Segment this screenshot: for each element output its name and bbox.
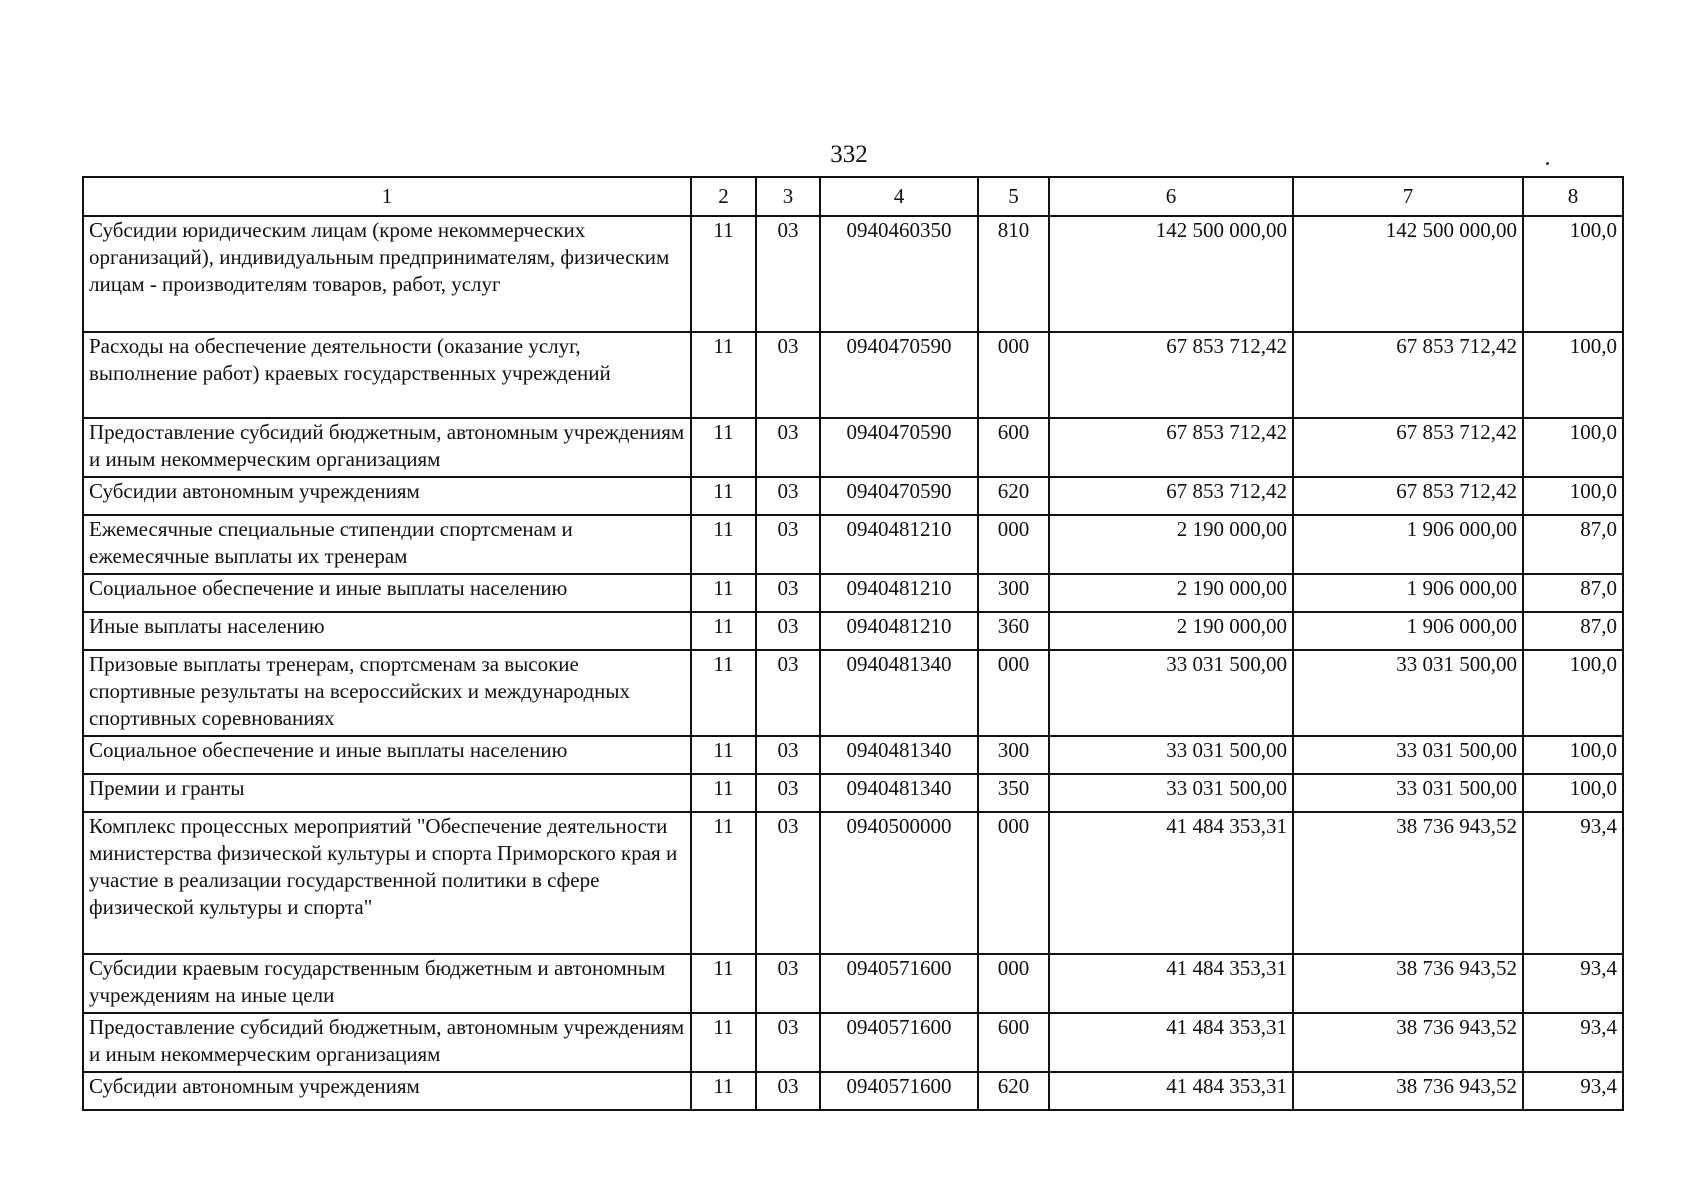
row-percent: 100,0 bbox=[1523, 332, 1623, 418]
row-expense-type: 000 bbox=[978, 812, 1049, 954]
row-section: 11 bbox=[691, 477, 756, 515]
row-subsection: 03 bbox=[756, 612, 820, 650]
row-planned: 2 190 000,00 bbox=[1049, 515, 1293, 574]
row-percent: 93,4 bbox=[1523, 812, 1623, 954]
row-expense-type: 360 bbox=[978, 612, 1049, 650]
row-expense-type: 810 bbox=[978, 216, 1049, 332]
row-executed: 33 031 500,00 bbox=[1293, 650, 1523, 736]
row-executed: 38 736 943,52 bbox=[1293, 1072, 1523, 1110]
row-section: 11 bbox=[691, 1013, 756, 1072]
row-subsection: 03 bbox=[756, 477, 820, 515]
row-target-code: 0940500000 bbox=[820, 812, 978, 954]
row-expense-type: 000 bbox=[978, 650, 1049, 736]
row-name: Комплекс процессных мероприятий "Обеспечение деятельности министерства физической культуры и спорта Приморского края и участие в реализации государственной политики в сфере физической культуры и спорта" bbox=[83, 812, 691, 954]
row-executed: 1 906 000,00 bbox=[1293, 515, 1523, 574]
row-subsection: 03 bbox=[756, 736, 820, 774]
row-subsection: 03 bbox=[756, 1013, 820, 1072]
scan-speck bbox=[1546, 162, 1549, 165]
row-planned: 33 031 500,00 bbox=[1049, 650, 1293, 736]
row-percent: 100,0 bbox=[1523, 650, 1623, 736]
row-subsection: 03 bbox=[756, 774, 820, 812]
table-row bbox=[83, 1072, 1623, 1110]
table-row bbox=[83, 954, 1623, 1013]
row-expense-type: 600 bbox=[978, 418, 1049, 477]
row-planned: 2 190 000,00 bbox=[1049, 574, 1293, 612]
row-expense-type: 600 bbox=[978, 1013, 1049, 1072]
row-executed: 1 906 000,00 bbox=[1293, 574, 1523, 612]
page-number-text: 332 bbox=[830, 141, 868, 168]
row-planned: 67 853 712,42 bbox=[1049, 477, 1293, 515]
row-expense-type: 300 bbox=[978, 736, 1049, 774]
table-row bbox=[83, 736, 1623, 774]
header-col-5: 5 bbox=[978, 177, 1049, 216]
table-body bbox=[83, 216, 1623, 1110]
row-target-code: 0940571600 bbox=[820, 1072, 978, 1110]
row-target-code: 0940571600 bbox=[820, 1013, 978, 1072]
row-percent: 100,0 bbox=[1523, 736, 1623, 774]
row-section: 11 bbox=[691, 612, 756, 650]
row-name: Субсидии автономным учреждениям bbox=[83, 1072, 691, 1110]
row-expense-type: 000 bbox=[978, 332, 1049, 418]
table-row bbox=[83, 216, 1623, 332]
row-subsection: 03 bbox=[756, 1072, 820, 1110]
header-col-8: 8 bbox=[1523, 177, 1623, 216]
row-target-code: 0940481340 bbox=[820, 736, 978, 774]
row-subsection: 03 bbox=[756, 515, 820, 574]
row-section: 11 bbox=[691, 216, 756, 332]
row-expense-type: 300 bbox=[978, 574, 1049, 612]
table-row bbox=[83, 332, 1623, 418]
row-section: 11 bbox=[691, 736, 756, 774]
page-number bbox=[0, 140, 1698, 170]
row-planned: 142 500 000,00 bbox=[1049, 216, 1293, 332]
row-target-code: 0940470590 bbox=[820, 332, 978, 418]
row-target-code: 0940470590 bbox=[820, 477, 978, 515]
row-planned: 41 484 353,31 bbox=[1049, 812, 1293, 954]
header-col-6: 6 bbox=[1049, 177, 1293, 216]
row-percent: 87,0 bbox=[1523, 515, 1623, 574]
row-planned: 41 484 353,31 bbox=[1049, 1072, 1293, 1110]
row-name: Субсидии юридическим лицам (кроме некоммерческих организаций), индивидуальным предпринимателям, физическим лицам - производителям товаров, работ, услуг bbox=[83, 216, 691, 332]
row-section: 11 bbox=[691, 812, 756, 954]
row-subsection: 03 bbox=[756, 650, 820, 736]
row-percent: 100,0 bbox=[1523, 774, 1623, 812]
row-section: 11 bbox=[691, 774, 756, 812]
row-executed: 67 853 712,42 bbox=[1293, 477, 1523, 515]
table-row bbox=[83, 574, 1623, 612]
row-planned: 41 484 353,31 bbox=[1049, 954, 1293, 1013]
row-target-code: 0940481210 bbox=[820, 515, 978, 574]
row-executed: 142 500 000,00 bbox=[1293, 216, 1523, 332]
header-row bbox=[83, 177, 1623, 216]
table-row bbox=[83, 515, 1623, 574]
row-target-code: 0940481340 bbox=[820, 774, 978, 812]
row-target-code: 0940481210 bbox=[820, 574, 978, 612]
row-planned: 41 484 353,31 bbox=[1049, 1013, 1293, 1072]
row-planned: 2 190 000,00 bbox=[1049, 612, 1293, 650]
row-expense-type: 620 bbox=[978, 477, 1049, 515]
row-section: 11 bbox=[691, 332, 756, 418]
table-row bbox=[83, 812, 1623, 954]
row-subsection: 03 bbox=[756, 216, 820, 332]
row-name: Предоставление субсидий бюджетным, автономным учреждениям и иным некоммерческим организациям bbox=[83, 1013, 691, 1072]
row-name: Субсидии автономным учреждениям bbox=[83, 477, 691, 515]
header-col-3: 3 bbox=[756, 177, 820, 216]
row-planned: 33 031 500,00 bbox=[1049, 774, 1293, 812]
table-row bbox=[83, 1013, 1623, 1072]
row-percent: 100,0 bbox=[1523, 477, 1623, 515]
row-expense-type: 350 bbox=[978, 774, 1049, 812]
table-row bbox=[83, 774, 1623, 812]
row-section: 11 bbox=[691, 418, 756, 477]
row-executed: 67 853 712,42 bbox=[1293, 418, 1523, 477]
row-target-code: 0940481340 bbox=[820, 650, 978, 736]
row-target-code: 0940481210 bbox=[820, 612, 978, 650]
table-row bbox=[83, 612, 1623, 650]
row-expense-type: 000 bbox=[978, 954, 1049, 1013]
row-name: Ежемесячные специальные стипендии спортсменам и ежемесячные выплаты их тренерам bbox=[83, 515, 691, 574]
row-executed: 38 736 943,52 bbox=[1293, 1013, 1523, 1072]
row-planned: 67 853 712,42 bbox=[1049, 418, 1293, 477]
row-executed: 67 853 712,42 bbox=[1293, 332, 1523, 418]
row-name: Социальное обеспечение и иные выплаты населению bbox=[83, 736, 691, 774]
header-col-1: 1 bbox=[83, 177, 691, 216]
row-name: Расходы на обеспечение деятельности (оказание услуг, выполнение работ) краевых государственных учреждений bbox=[83, 332, 691, 418]
row-percent: 93,4 bbox=[1523, 1013, 1623, 1072]
row-section: 11 bbox=[691, 515, 756, 574]
row-percent: 93,4 bbox=[1523, 1072, 1623, 1110]
row-subsection: 03 bbox=[756, 574, 820, 612]
row-name: Предоставление субсидий бюджетным, автономным учреждениям и иным некоммерческим организациям bbox=[83, 418, 691, 477]
row-executed: 38 736 943,52 bbox=[1293, 954, 1523, 1013]
header-col-4: 4 bbox=[820, 177, 978, 216]
row-percent: 100,0 bbox=[1523, 418, 1623, 477]
row-name: Премии и гранты bbox=[83, 774, 691, 812]
row-executed: 33 031 500,00 bbox=[1293, 774, 1523, 812]
row-percent: 87,0 bbox=[1523, 612, 1623, 650]
row-percent: 93,4 bbox=[1523, 954, 1623, 1013]
row-subsection: 03 bbox=[756, 812, 820, 954]
row-name: Иные выплаты населению bbox=[83, 612, 691, 650]
table-row bbox=[83, 418, 1623, 477]
header-col-2: 2 bbox=[691, 177, 756, 216]
row-subsection: 03 bbox=[756, 332, 820, 418]
row-section: 11 bbox=[691, 1072, 756, 1110]
row-executed: 38 736 943,52 bbox=[1293, 812, 1523, 954]
row-executed: 33 031 500,00 bbox=[1293, 736, 1523, 774]
row-percent: 100,0 bbox=[1523, 216, 1623, 332]
row-target-code: 0940460350 bbox=[820, 216, 978, 332]
row-planned: 33 031 500,00 bbox=[1049, 736, 1293, 774]
header-col-7: 7 bbox=[1293, 177, 1523, 216]
row-name: Субсидии краевым государственным бюджетным и автономным учреждениям на иные цели bbox=[83, 954, 691, 1013]
table-header bbox=[83, 177, 1623, 216]
table-row bbox=[83, 650, 1623, 736]
row-name: Призовые выплаты тренерам, спортсменам за высокие спортивные результаты на всероссийских и международных спортивных соревнованиях bbox=[83, 650, 691, 736]
row-subsection: 03 bbox=[756, 954, 820, 1013]
row-expense-type: 000 bbox=[978, 515, 1049, 574]
row-percent: 87,0 bbox=[1523, 574, 1623, 612]
row-subsection: 03 bbox=[756, 418, 820, 477]
row-expense-type: 620 bbox=[978, 1072, 1049, 1110]
budget-table bbox=[82, 176, 1624, 1111]
row-section: 11 bbox=[691, 574, 756, 612]
row-target-code: 0940470590 bbox=[820, 418, 978, 477]
table-row bbox=[83, 477, 1623, 515]
row-planned: 67 853 712,42 bbox=[1049, 332, 1293, 418]
row-section: 11 bbox=[691, 954, 756, 1013]
row-section: 11 bbox=[691, 650, 756, 736]
row-executed: 1 906 000,00 bbox=[1293, 612, 1523, 650]
row-target-code: 0940571600 bbox=[820, 954, 978, 1013]
row-name: Социальное обеспечение и иные выплаты населению bbox=[83, 574, 691, 612]
